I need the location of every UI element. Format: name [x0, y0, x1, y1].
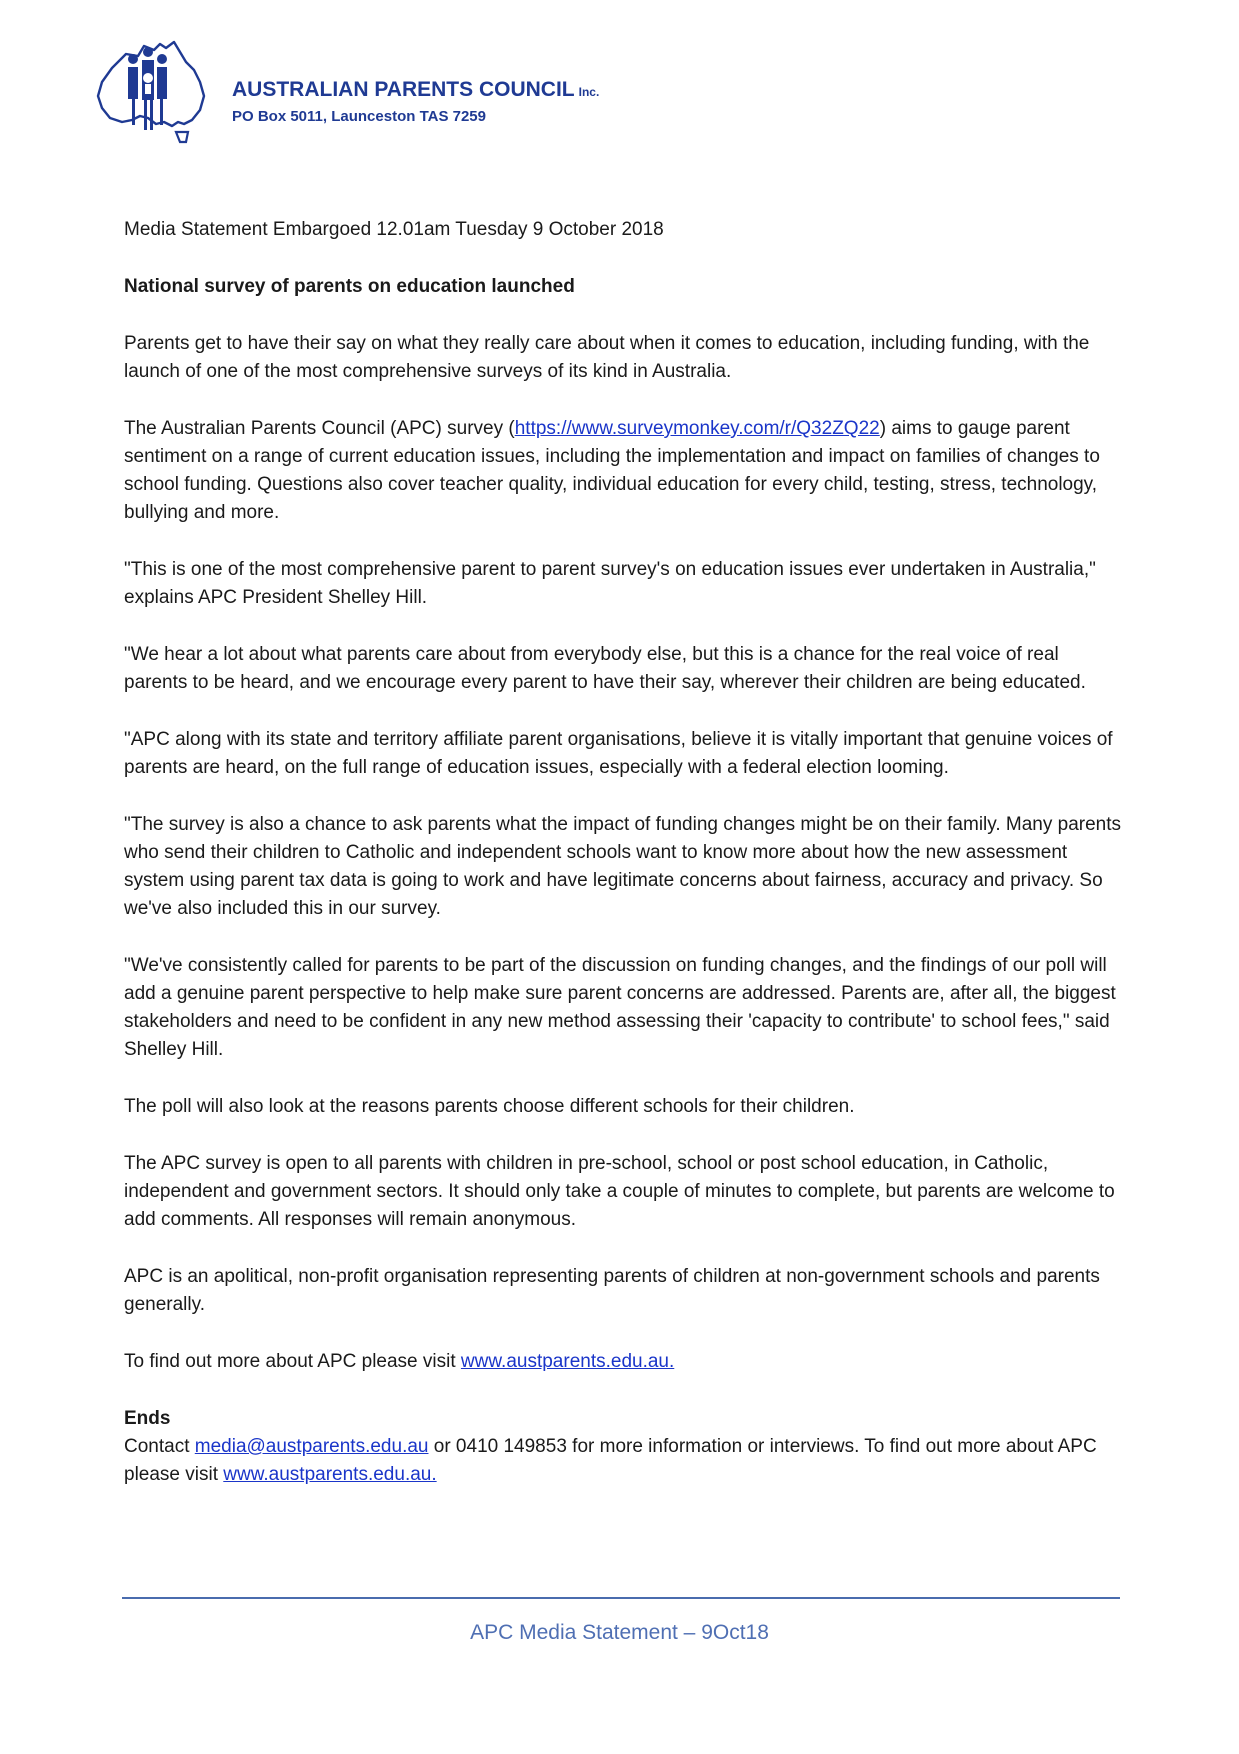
footer-text: APC Media Statement – 9Oct18	[470, 1621, 769, 1644]
organisation-address: PO Box 5011, Launceston TAS 7259	[232, 108, 486, 125]
paragraph-10: APC is an apolitical, non-profit organisation representing parents of children at non-government schools and parents generally.	[124, 1266, 1100, 1315]
paragraph-7: "We've consistently called for parents to be part of the discussion on funding changes, and the findings of our poll will add a genuine parent perspective to help make sure parent concerns are addressed. Parents are, after all, the biggest stakeholders and need to be confident in any new method assessing their 'capacity to contribute' to school fees," said Shelley Hill.	[124, 955, 1116, 1060]
organisation-name: AUSTRALIAN PARENTS COUNCIL Inc.	[232, 78, 600, 101]
letterhead	[92, 38, 792, 148]
ends-label: Ends	[124, 1408, 171, 1429]
paragraph-5: "APC along with its state and territory affiliate parent organisations, believe it is vitally important that genuine voices of parents are heard, on the full range of education issues, especially with a federal election looming.	[124, 729, 1113, 778]
paragraph-8: The poll will also look at the reasons parents choose different schools for their children.	[124, 1096, 855, 1117]
survey-link[interactable]: https://www.surveymonkey.com/r/Q32ZQ22	[514, 418, 880, 439]
contact-block: Ends Contact media@austparents.edu.au or 0410 149853 for more information or interviews. To find out more about APC please visit www.austparents.edu.au.	[124, 1405, 1124, 1489]
paragraph-6: "The survey is also a chance to ask parents what the impact of funding changes might be on their family. Many parents who send their children to Catholic and independent schools want to know more about how the new assessment system using parent tax data is going to work and have legitimate concerns about fairness, accuracy and privacy. So we've also included this in our survey.	[124, 814, 1122, 919]
paragraph-4: "We hear a lot about what parents care about from everybody else, but this is a chance for the real voice of real parents to be heard, and we encourage every parent to have their say, wherever their children are being educated.	[124, 644, 1086, 693]
paragraph-2: The Australian Parents Council (APC) survey (https://www.surveymonkey.com/r/Q32ZQ22) aims to gauge parent sentiment on a range of current education issues, including the implementation and impact on families of changes to school funding. Questions also cover teacher quality, individual education for every child, testing, stress, technology, bullying and more.	[124, 418, 1100, 523]
paragraph-9: The APC survey is open to all parents with children in pre-school, school or post school education, in Catholic, independent and government sectors. It should only take a couple of minutes to complete, but parents are welcome to add comments. All responses will remain anonymous.	[124, 1153, 1115, 1230]
organisation-suffix: Inc.	[578, 85, 600, 99]
website-link[interactable]: www.austparents.edu.au.	[460, 1351, 675, 1372]
australia-parents-family-logo-icon	[92, 38, 220, 146]
media-statement-body	[124, 216, 1124, 1518]
footer-divider	[122, 1597, 1120, 1599]
dateline: Media Statement Embargoed 12.01am Tuesday 9 October 2018	[124, 219, 664, 240]
contact-website-link[interactable]: www.austparents.edu.au.	[223, 1464, 437, 1485]
paragraph-11: To find out more about APC please visit www.austparents.edu.au.	[124, 1351, 675, 1372]
paragraph-3: "This is one of the most comprehensive parent to parent survey's on education issues ever undertaken in Australia," explains APC President Shelley Hill.	[124, 559, 1096, 608]
paragraph-1: Parents get to have their say on what they really care about when it comes to education, including funding, with the launch of one of the most comprehensive surveys of its kind in Australia.	[124, 333, 1090, 382]
email-link[interactable]: media@austparents.edu.au	[194, 1436, 429, 1457]
statement-title: National survey of parents on education launched	[124, 276, 575, 297]
